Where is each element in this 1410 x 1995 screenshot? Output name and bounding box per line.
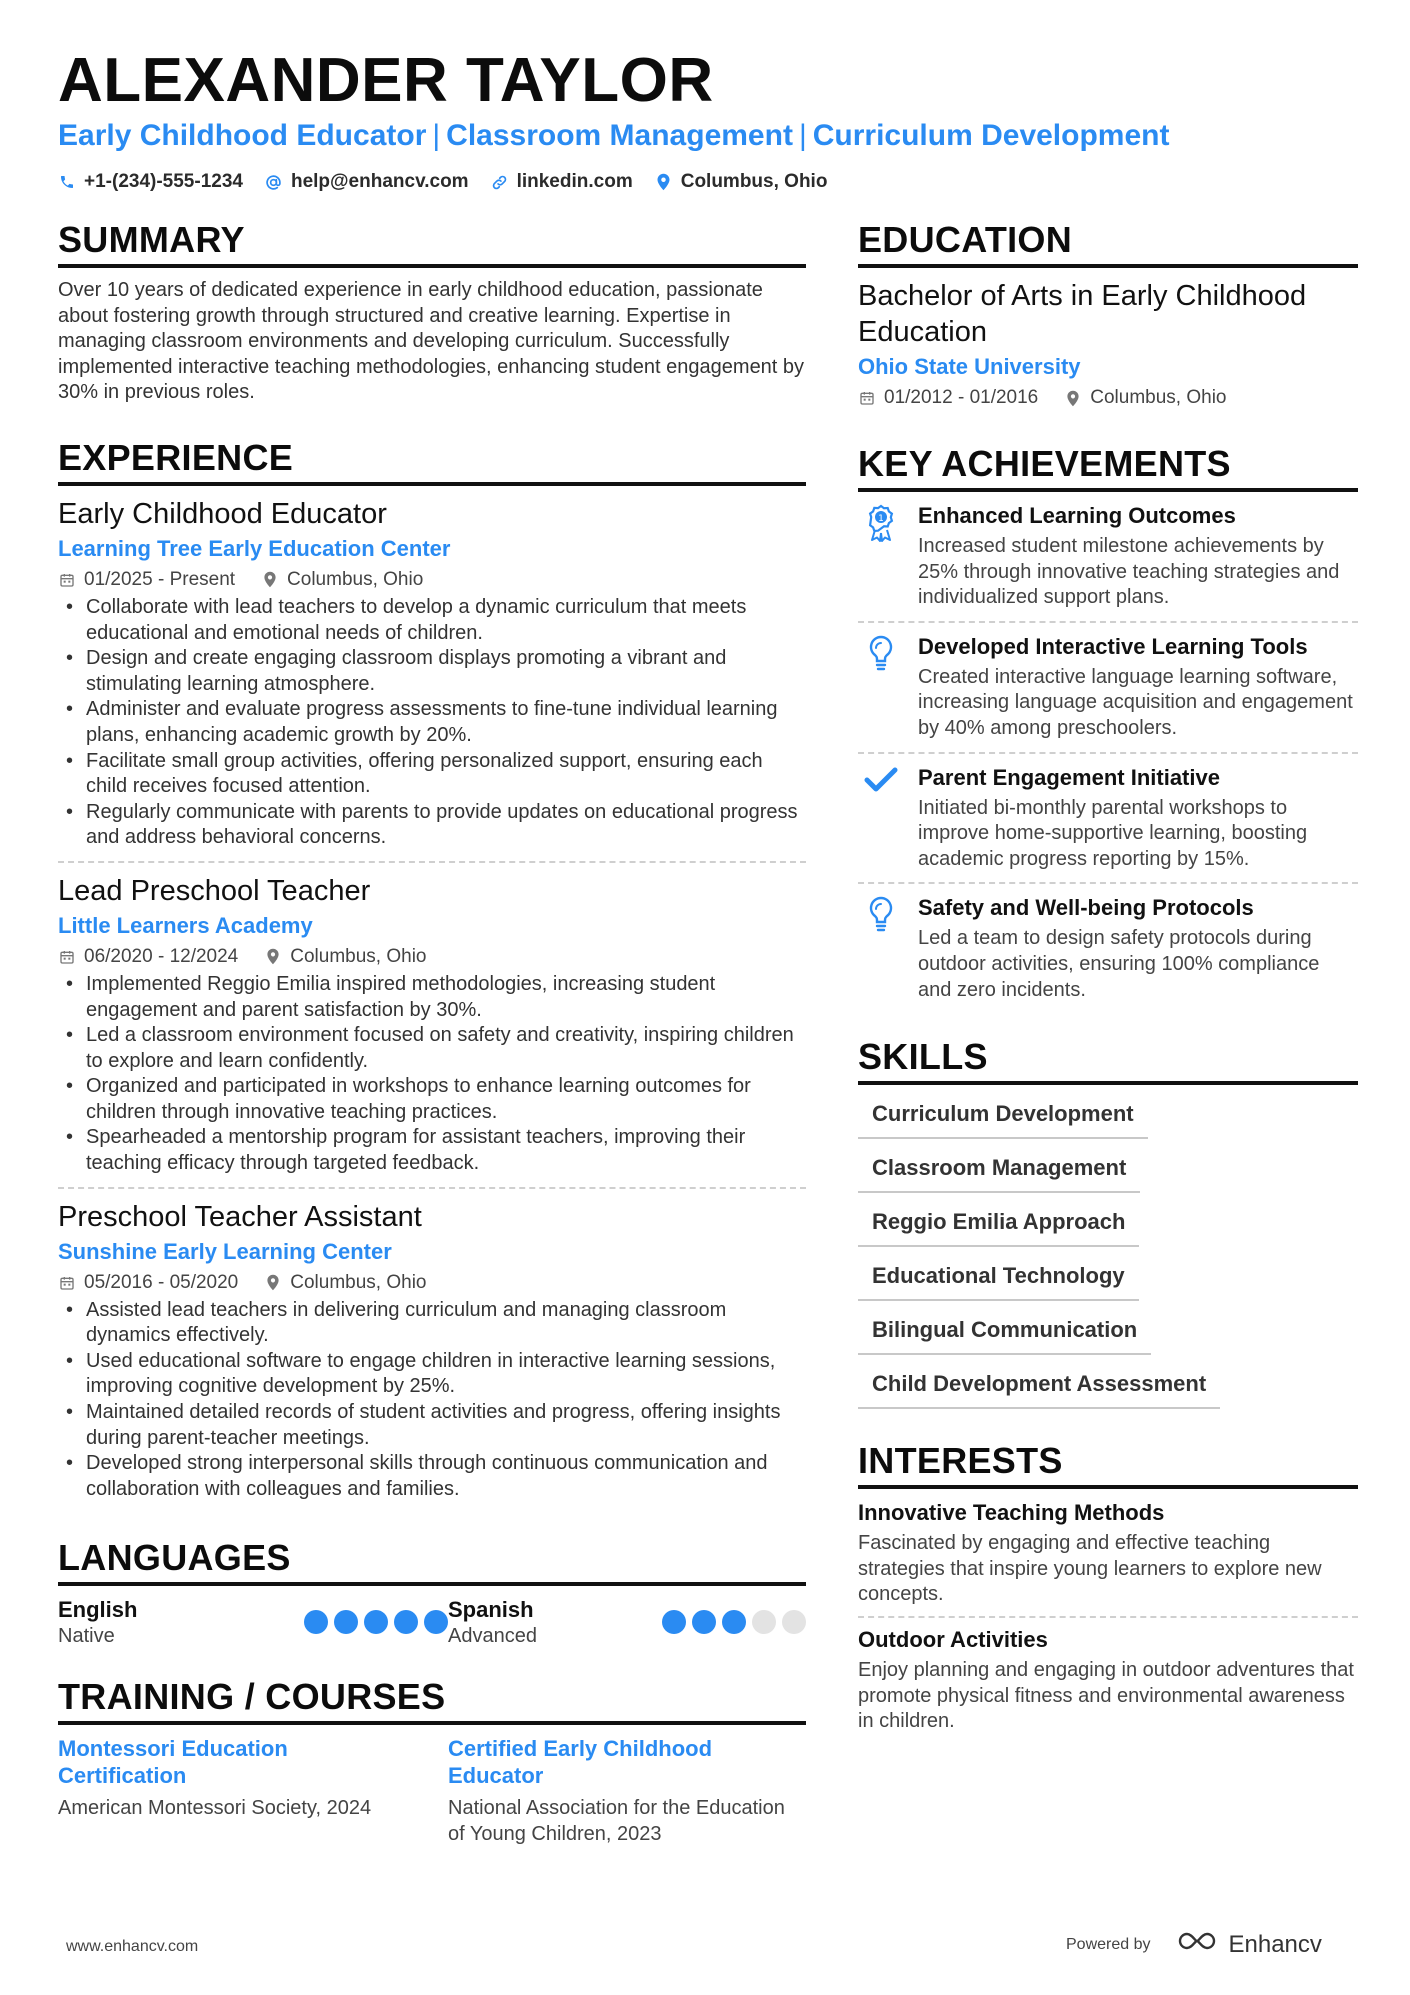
education-meta [858,384,1358,412]
achievement-desc: Initiated bi-monthly parental workshops to improve home-supportive learning, boosting academic progress reporting by 15%. [918,796,1308,870]
bullet-item: • Maintained detailed records of student activities and progress, offering insights during parent-teacher meetings. [58,1400,806,1451]
training-org: American Montessori Society, 2024 [58,1797,372,1820]
section-title: SKILLS [858,1035,1358,1085]
location-pin-icon [264,948,282,966]
bullet-item: • Design and create engaging classroom displays promoting a vibrant and stimulating learning atmosphere. [58,646,806,697]
dates-text: 05/2016 - 05/2020 [84,1271,239,1293]
interest-item [858,1499,1358,1608]
job-title: Preschool Teacher Assistant [58,1200,422,1233]
calendar-icon [58,948,76,966]
school-name: Ohio State University [858,354,1081,379]
location-text: Columbus, Ohio [290,945,427,967]
location-text: Columbus, Ohio [290,1271,427,1293]
skill-tag: Educational Technology [858,1257,1139,1301]
location-text: Columbus, Ohio [1090,387,1227,408]
infinity-logo-icon [1175,1930,1219,1959]
rating-dot [662,1610,686,1634]
skills-list [858,1095,1358,1419]
achievements-section [858,442,1358,1013]
skill-tag: Reggio Emilia Approach [858,1203,1139,1247]
link-icon [491,173,509,191]
rating-dot [304,1610,328,1634]
section-title: LANGUAGES [58,1536,806,1586]
linkedin-text: linkedin.com [516,171,633,192]
section-title: INTERESTS [858,1439,1358,1489]
interest-desc: Enjoy planning and engaging in outdoor adventures that promote physical fitness and environmental awareness in children. [858,1658,1354,1733]
job-entry [58,1199,806,1511]
bullet-item: • Assisted lead teachers in delivering curriculum and managing classroom dynamics effectively. [58,1298,806,1349]
bullet-item: • Regularly communicate with parents to provide updates on educational progress and address behavioral concerns. [58,800,806,851]
tagline-separator: | [432,119,441,152]
interest-desc: Fascinated by engaging and effective teaching strategies that inspire young learners to explore new concepts. [858,1532,1322,1606]
bullet-item: • Implemented Reggio Emilia inspired methodologies, increasing student engagement and parent satisfaction by 30%. [58,972,806,1023]
bullet-item: • Developed strong interpersonal skills through continuous communication and collaboration with colleagues and families. [58,1451,806,1502]
language-item [448,1596,806,1649]
tagline [58,116,1169,156]
skill-tag: Curriculum Development [858,1095,1148,1139]
training-title: Certified Early Childhood Educator [448,1736,713,1789]
contact-email[interactable] [265,171,469,193]
dates-text: 01/2025 - Present [84,568,236,590]
section-title: KEY ACHIEVEMENTS [858,442,1358,492]
company-name: Learning Tree Early Education Center [58,535,451,561]
summary-text: Over 10 years of dedicated experience in early childhood education, passionate about fostering growth through structured and creative learning. Expertise in managing classroom environments and developing curriculum. Successfully implemented interactive teaching methodologies, enhancing student engagement by 30% in previous roles. [58,279,805,404]
location-text: Columbus, Ohio [680,171,828,192]
language-name: Spanish [448,1597,534,1623]
contact-location [655,171,828,193]
rating-dot [364,1610,388,1634]
footer-website[interactable]: www.enhancv.com [66,1938,199,1955]
skill-tag: Classroom Management [858,1149,1140,1193]
job-bullets [58,972,806,1177]
brand-logo [1175,1930,1322,1959]
contact-bar [58,169,827,195]
training-section [58,1675,806,1847]
interests-section [858,1439,1358,1735]
rating-dot [722,1610,746,1634]
rating-dot [692,1610,716,1634]
email-text: help@enhancv.com [290,171,469,192]
language-rating [662,1610,806,1634]
calendar-icon [858,389,876,407]
education-dates [858,384,1038,412]
job-bullets [58,595,806,851]
languages-section [58,1536,806,1649]
skills-section [858,1035,1358,1419]
achievement-title: Safety and Well-being Protocols [918,895,1254,921]
location-pin-icon [261,571,279,589]
achievement-title: Enhanced Learning Outcomes [918,503,1236,528]
job-title: Lead Preschool Teacher [58,874,371,907]
checkmark-icon [858,764,904,873]
location-pin-icon [1064,389,1082,407]
lightbulb-icon [858,894,904,1003]
powered-by-label: Powered by [1066,1935,1151,1953]
section-title: EDUCATION [858,218,1358,268]
skill-tag: Child Development Assessment [858,1365,1220,1409]
divider [858,1616,1358,1618]
section-title: TRAINING / COURSES [58,1675,806,1725]
tagline-separator: | [798,119,807,152]
achievement-title: Developed Interactive Learning Tools [918,633,1308,659]
achievement-desc: Created interactive language learning software, increasing language acquisition and engagement by 40% among preschoolers. [918,665,1353,739]
bullet-item: • Spearheaded a mentorship program for assistant teachers, improving their teaching efficacy through targeted feedback. [58,1125,806,1176]
degree: Bachelor of Arts in Early Childhood Education [858,280,1307,348]
bullet-item: • Organized and participated in workshops to enhance learning outcomes for children through innovative teaching practices. [58,1074,806,1125]
language-level: Native [58,1625,115,1648]
job-entry [58,873,806,1185]
achievement-title: Parent Engagement Initiative [918,764,1220,790]
job-dates [58,943,238,971]
job-dates [58,1269,238,1297]
job-meta [58,566,806,594]
achievement-desc: Increased student milestone achievements by 25% through innovative teaching strategies and individualized support plans. [918,535,1340,609]
job-location [264,1269,426,1297]
calendar-icon [58,571,76,589]
contact-linkedin[interactable] [491,171,633,193]
company-name: Little Learners Academy [58,912,313,938]
phone-text: +1-(234)-555-1234 [84,171,243,192]
job-entry [58,496,806,859]
training-org: National Association for the Education of Young Children, 2023 [448,1797,785,1846]
training-item [448,1735,806,1847]
bullet-item: • Led a classroom environment focused on safety and creativity, inspiring children to explore and learn confidently. [58,1023,806,1074]
achievement-item [858,623,1358,752]
award-ribbon-icon [858,502,904,611]
rating-dot [394,1610,418,1634]
job-bullets [58,1298,806,1503]
location-pin-icon [655,173,673,191]
svg-text:1: 1 [878,514,884,524]
job-meta [58,1269,806,1297]
bullet-item: • Administer and evaluate progress assessments to fine-tune individual learning plans, enhancing academic growth by 20%. [58,697,806,748]
interest-title: Outdoor Activities [858,1626,1048,1652]
achievement-item [858,754,1358,883]
left-column [58,218,806,1847]
contact-phone[interactable] [58,171,243,193]
achievement-desc: Led a team to design safety protocols during outdoor activities, ensuring 100% compliance and zero incidents. [918,927,1320,1001]
job-title: Early Childhood Educator [58,497,387,530]
achievement-item [858,492,1358,621]
training-item [58,1735,448,1847]
tagline-item: Curriculum Development [812,119,1170,152]
footer-branding[interactable] [1066,1930,1322,1959]
training-title: Montessori Education Certification [58,1736,288,1789]
location-text: Columbus, Ohio [287,568,424,590]
tagline-item: Early Childhood Educator [58,119,427,152]
bullet-item: • Used educational software to engage children in interactive learning sessions, improving cognitive development by 25%. [58,1349,806,1400]
language-item [58,1596,448,1649]
lightbulb-icon [858,633,904,742]
rating-dot [752,1610,776,1634]
skill-tag: Bilingual Communication [858,1311,1151,1355]
rating-dot [334,1610,358,1634]
achievement-item [858,884,1358,1013]
interest-item [858,1626,1358,1735]
divider [58,1187,806,1189]
right-column [858,218,1358,1735]
bullet-item: • Collaborate with lead teachers to develop a dynamic curriculum that meets educational and emotional needs of children. [58,595,806,646]
section-title: SUMMARY [58,218,806,268]
language-level: Advanced [448,1625,537,1648]
job-location [264,943,426,971]
company-name: Sunshine Early Learning Center [58,1238,392,1264]
brand-name: Enhancv [1228,1930,1322,1958]
bullet-item: • Facilitate small group activities, offering personalized support, ensuring each child receives focused attention. [58,749,806,800]
languages-grid [58,1596,806,1649]
section-title: EXPERIENCE [58,436,806,486]
rating-dot [424,1610,448,1634]
summary-section [58,218,806,406]
training-grid [58,1735,806,1847]
experience-section [58,436,806,1510]
interest-title: Innovative Teaching Methods [858,1500,1165,1526]
education-section [858,218,1358,412]
tagline-item: Classroom Management [446,119,793,152]
candidate-name: ALEXANDER TAYLOR [58,46,714,115]
education-location [1064,384,1226,412]
location-pin-icon [264,1274,282,1292]
language-rating [304,1610,448,1634]
at-sign-icon [265,173,283,191]
phone-icon [58,173,76,191]
job-location [261,566,423,594]
job-dates [58,566,235,594]
dates-text: 01/2012 - 01/2016 [884,387,1039,408]
rating-dot [782,1610,806,1634]
divider [58,861,806,863]
job-meta [58,943,806,971]
language-name: English [58,1597,138,1623]
calendar-icon [58,1274,76,1292]
dates-text: 06/2020 - 12/2024 [84,945,239,967]
